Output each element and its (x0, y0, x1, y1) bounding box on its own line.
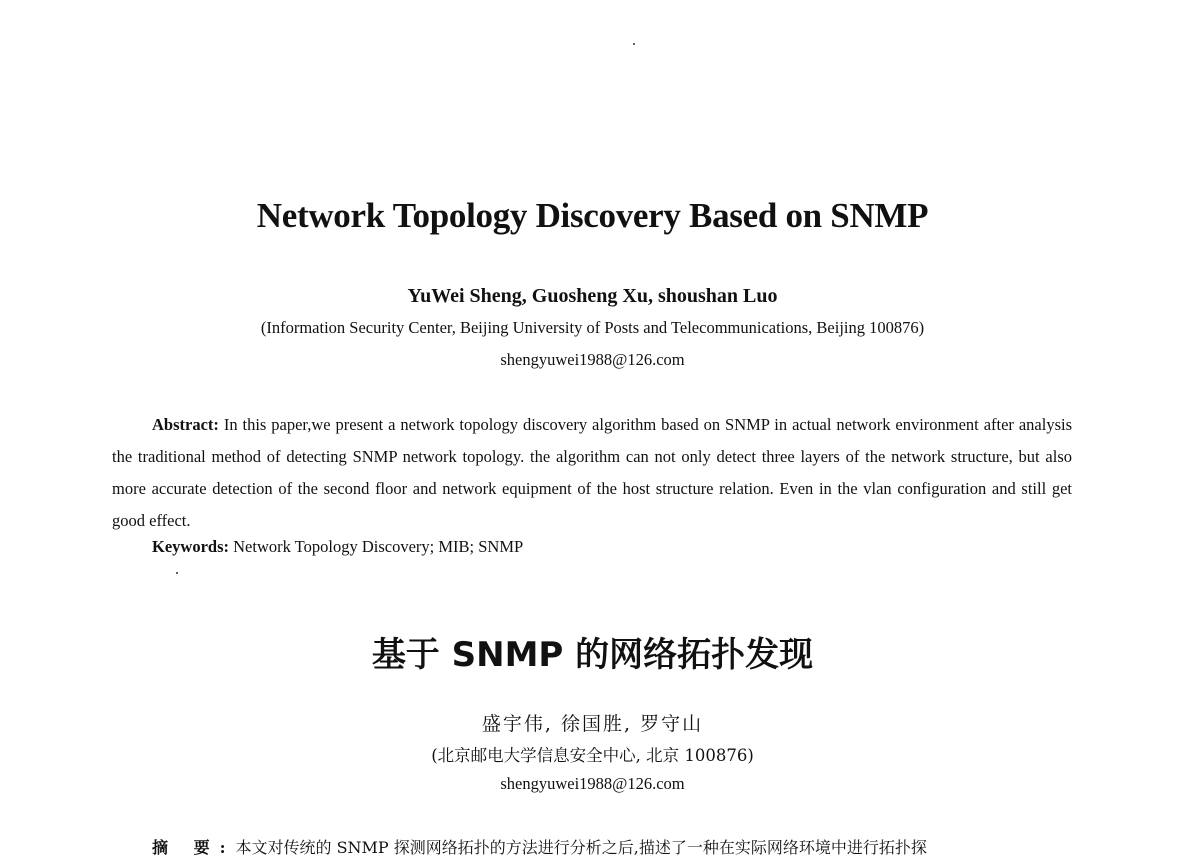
chinese-abstract-text: 本文对传统的 SNMP 探测网络拓扑的方法进行分析之后,描述了一种在实际网络环境中进行拓扑探 (235, 838, 927, 857)
abstract-label: Abstract: (152, 415, 219, 434)
keywords-label: Keywords: (152, 537, 229, 556)
scan-speck (633, 43, 635, 45)
chinese-email: shengyuwei1988@126.com (500, 774, 685, 793)
keywords-text: Network Topology Discovery; MIB; SNMP (233, 537, 524, 556)
english-keywords (152, 537, 523, 557)
chinese-authors: 盛宇伟, 徐国胜, 罗守山 (481, 713, 704, 735)
scan-speck (176, 572, 178, 574)
english-title: Network Topology Discovery Based on SNMP (256, 196, 929, 235)
chinese-abstract (152, 835, 1082, 858)
abstract-text: In this paper,we present a network topology discovery algorithm based on SNMP in actual network environment after analysis the traditional method of detecting SNMP network topology. the algorithm can not only detect three layers of the network structure, but also more accurate detection of the second floor and network equipment of the host structure relation. Even in the vlan configuration and still get good effect. (112, 415, 1073, 530)
chinese-abstract-label: 摘 要: (152, 838, 236, 857)
chinese-title: 基于 SNMP 的网络拓扑发现 (371, 635, 814, 675)
english-email: shengyuwei1988@126.com (500, 350, 685, 369)
english-affiliation: (Information Security Center, Beijing University of Posts and Telecommunications, Beijing 100876) (260, 318, 925, 337)
english-authors: YuWei Sheng, Guosheng Xu, shoushan Luo (407, 285, 778, 307)
chinese-affiliation: (北京邮电大学信息安全中心, 北京 100876) (431, 746, 754, 765)
english-abstract (112, 409, 1072, 537)
